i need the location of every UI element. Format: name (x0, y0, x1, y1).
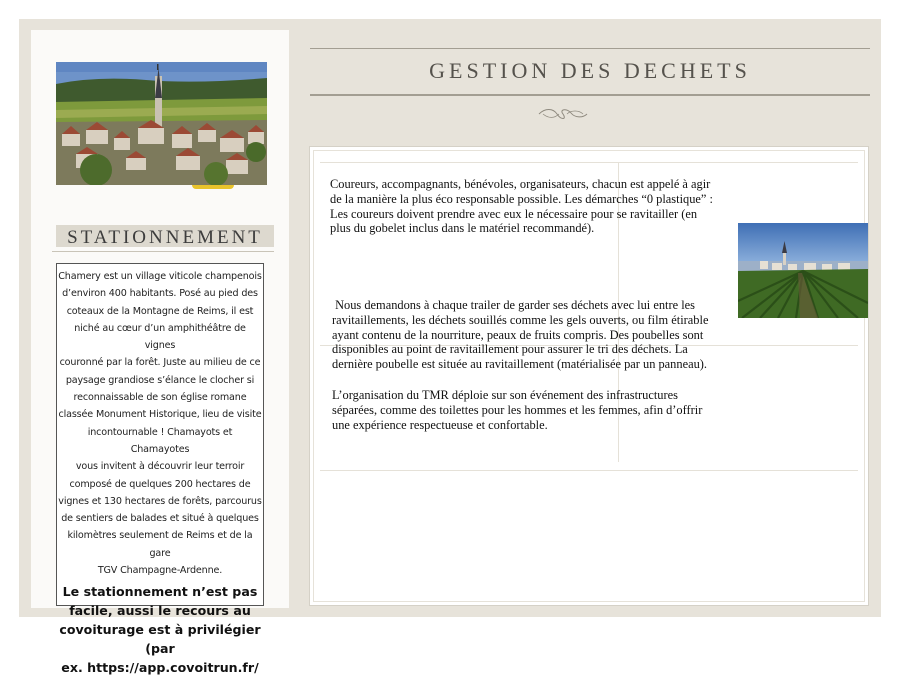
text-line: L’organisation du TMR déploie sur son événement des infrastructures (332, 388, 678, 402)
header-top-rule (310, 48, 870, 49)
text-line: ravitaillements, les déchets souillés comme les gels ouverts, ou film étirable (332, 312, 709, 327)
text-line: couronné par la forêt. Juste au milieu de ce (59, 357, 261, 369)
bold-line: ex. https://app.covoitrun.fr/ (61, 660, 259, 676)
stationnement-title: STATIONNEMENT (67, 227, 263, 248)
text-line: composé de quelques 200 hectares de (69, 478, 251, 490)
text-line: d’environ 400 habitants. Posé au pied des (62, 288, 258, 300)
parking-description (57, 268, 263, 579)
section-divider (52, 251, 274, 252)
text-line: vous invitent à découvrir leur terroir (75, 461, 245, 473)
bold-line: facile, aussi le recours au (69, 603, 251, 619)
ornament-flourish-icon (537, 106, 589, 122)
text-line: TGV Champagne-Ardenne. (97, 565, 223, 577)
intro-paragraph (330, 177, 713, 236)
text-line: ayant contenu de la nourriture, peaux de fruits compris. Des poubelles sont (332, 327, 704, 342)
parking-info-box (56, 263, 264, 676)
text-line: plus du gobelet inclus dans le matériel recommandé). (330, 221, 595, 236)
text-line: paysage grandiose s’élance le clocher si (65, 374, 255, 386)
bold-line: covoiturage est à privilégier (par (59, 622, 261, 657)
facilities-paragraph (332, 388, 702, 432)
text-line: Chamery est un village viticole champenois (58, 271, 262, 282)
text-line: kilomètres seulement de Reims et de la gare (67, 530, 253, 559)
page-title: GESTION DES DECHETS (429, 58, 751, 83)
vineyard-photo (738, 223, 868, 318)
text-line: de sentiers de balades et situé à quelques (61, 513, 259, 525)
text-line: Les coureurs doivent prendre avec eux le nécessaire pour se ravitailler (en (330, 206, 698, 221)
guide-line (320, 470, 858, 471)
village-church-photo (56, 62, 267, 185)
text-line: une expérience respectueuse et confortable. (332, 417, 548, 432)
guide-line (320, 162, 858, 163)
text-line: vignes et 130 hectares de forêts, parcourus (58, 495, 262, 507)
text-line: niché au cœur d’un amphithéâtre de vignes (74, 322, 246, 352)
text-line: dernière poubelle est située au ravitaillement (matérialisée par un panneau). (332, 357, 707, 372)
text-line: reconnaissable de son église romane (73, 392, 247, 404)
text-line: séparées, comme des toilettes pour les hommes et les femmes, afin d’offrir (332, 402, 703, 417)
text-line: coteaux de la Montagne de Reims, il est (66, 305, 254, 317)
waste-paragraph (332, 298, 708, 372)
text-line: de la manière la plus éco responsable possible. Les démarches “0 plastique” : (330, 191, 713, 206)
text-line: incontournable ! Chamayots et Chamayotes (87, 426, 233, 455)
header-bottom-rule (310, 94, 870, 96)
text-line: disponibles au point de ravitaillement pour assurer le tri des déchets. La (332, 342, 688, 357)
bold-line: Le stationnement n’est pas (62, 584, 258, 600)
text-line: Coureurs, accompagnants, bénévoles, organisateurs, chacun est appelé à agir (330, 177, 711, 191)
photo-accent-bar (192, 185, 234, 189)
carpool-recommendation (57, 582, 263, 677)
text-line: classée Monument Historique, lieu de visite (58, 409, 262, 421)
text-line: Nous demandons à chaque trailer de garder ses déchets avec lui entre les (332, 298, 695, 312)
